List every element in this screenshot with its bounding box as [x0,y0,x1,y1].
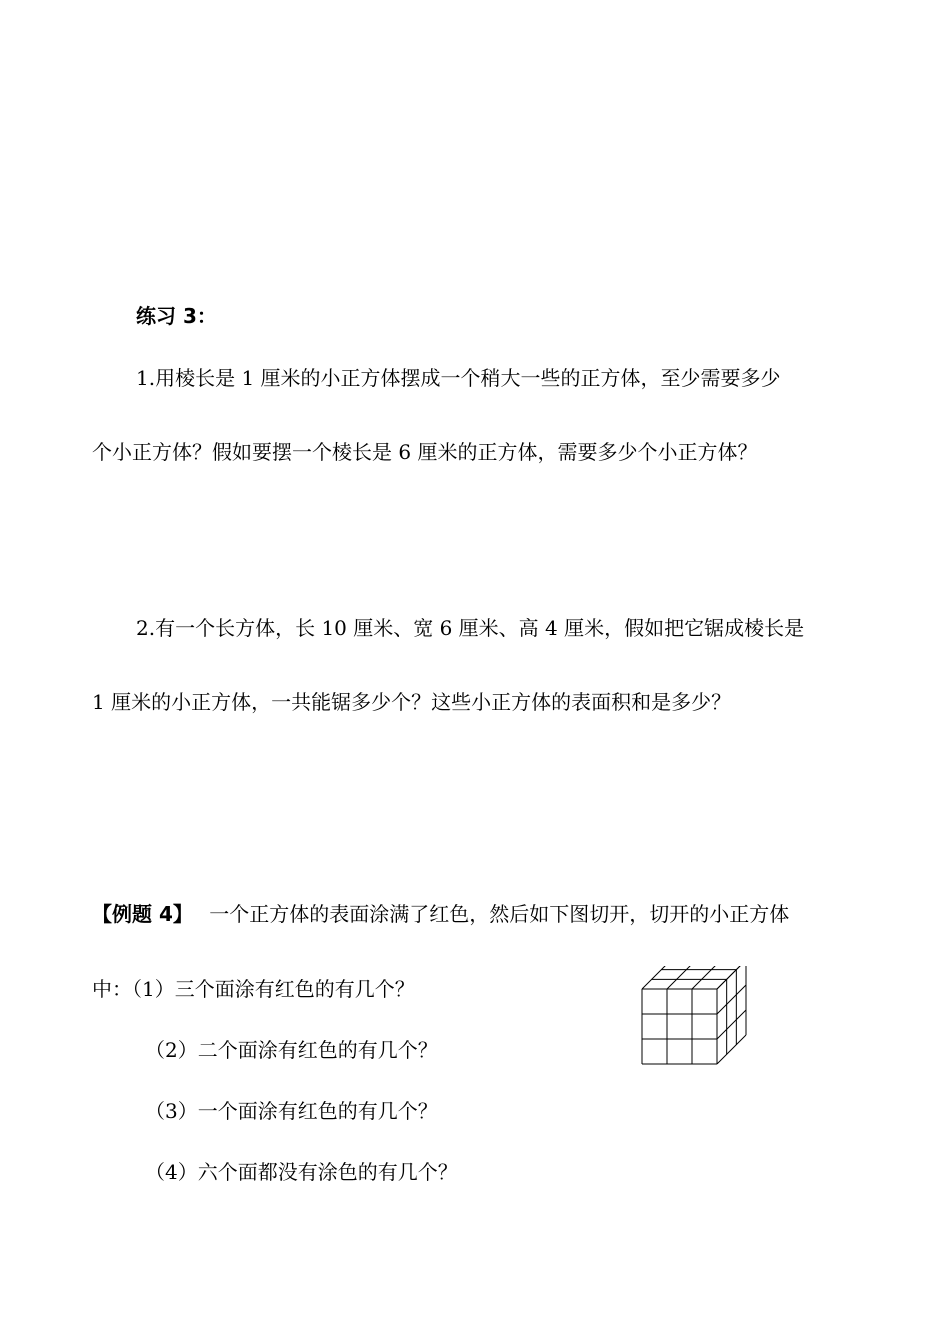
cube-right-depth-line [717,985,746,1014]
sub-question-2: （2）二个面涂有红色的有几个？ [145,1038,438,1062]
question-2-line-2: 1 厘米的小正方体，一共能锯多少个？这些小正方体的表面积和是多少？ [92,690,732,714]
example-4-intro [92,900,789,928]
question-1-line-2: 个小正方体？假如要摆一个棱长是 6 厘米的正方体，需要多少个小正方体？ [92,440,758,464]
cut-cube-figure [640,966,748,1066]
sub-question-3: （3）一个面涂有红色的有几个？ [145,1099,438,1123]
example-4-prefix: 中： [92,977,132,1001]
practice-heading: 练习 3： [136,304,217,328]
cube-right-depth-line [717,1035,746,1064]
example-4-label: 【例题 4】 [92,902,193,926]
sub-question-4: （4）六个面都没有涂色的有几个？ [145,1160,458,1184]
question-1-line-1: 1.用棱长是 1 厘米的小正方体摆成一个稍大一些的正方体，至少需要多少 [136,366,781,390]
sub-question-1: （1）三个面涂有红色的有几个？ [132,977,415,1001]
example-4-statement: 一个正方体的表面涂满了红色，然后如下图切开，切开的小正方体 [209,902,790,926]
example-4-question-1 [92,975,415,1003]
cube-right-depth-line [717,1010,746,1039]
question-2-line-1: 2.有一个长方体，长 10 厘米、宽 6 厘米、高 4 厘米，假如把它锯成棱长是 [136,616,805,640]
